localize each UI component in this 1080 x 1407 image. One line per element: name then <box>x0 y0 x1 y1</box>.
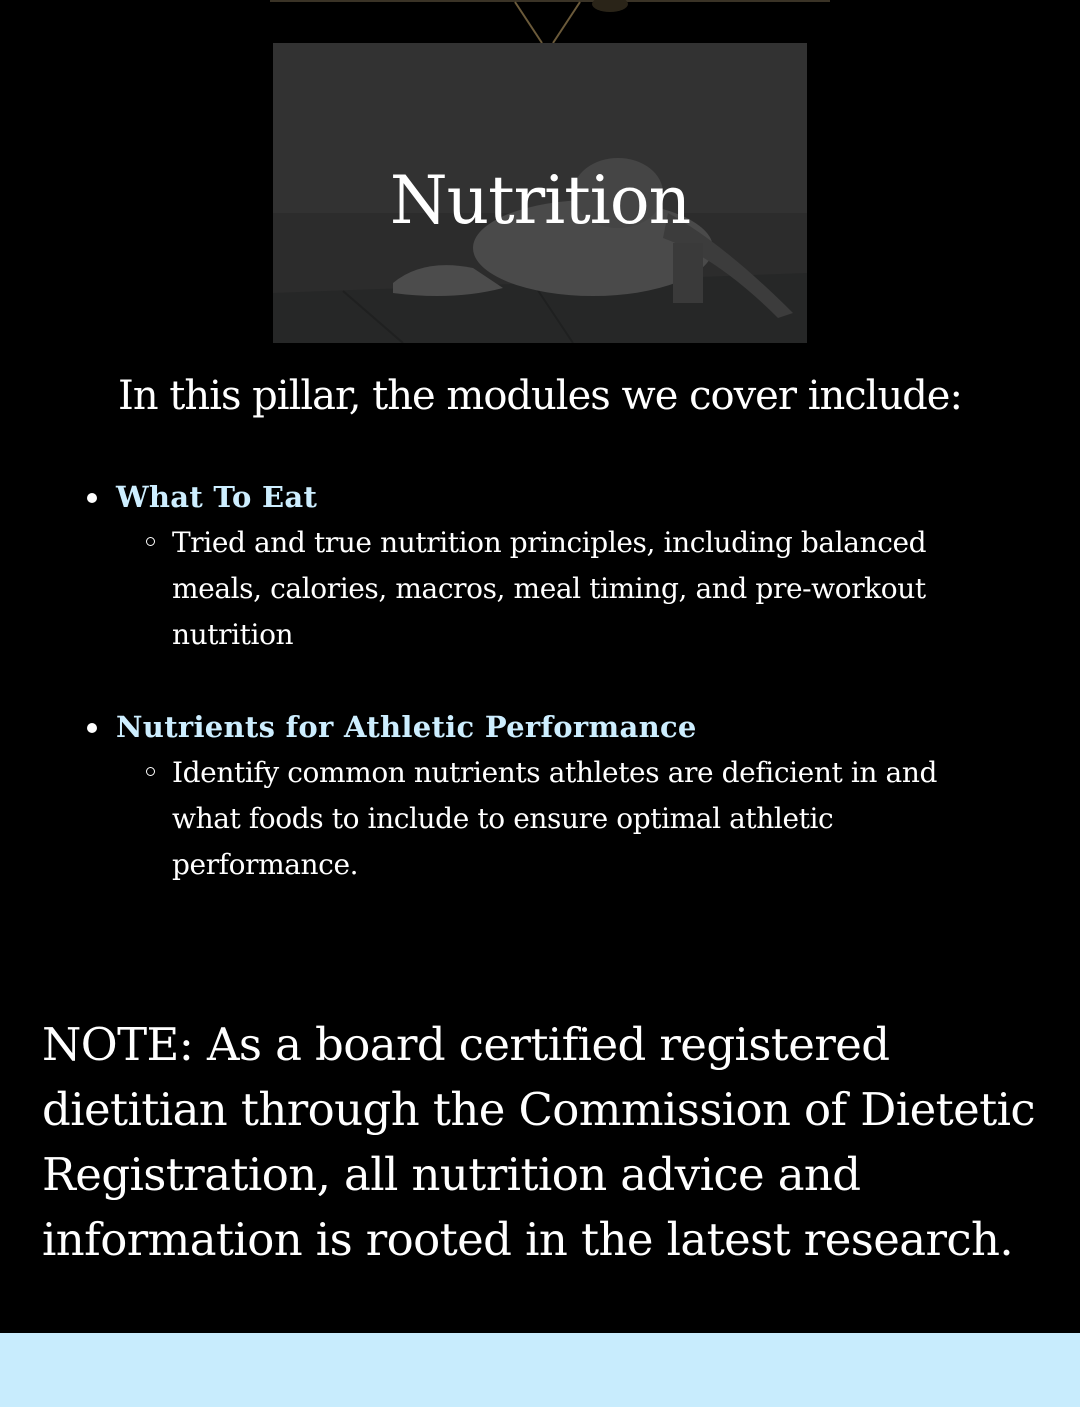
module-title: Nutrients for Athletic Performance <box>116 710 697 744</box>
module-sub-list <box>116 520 1014 658</box>
module-list <box>84 474 1014 934</box>
module-sub-list <box>116 750 1014 888</box>
module-description-item <box>172 750 1002 888</box>
module-title: What To Eat <box>116 480 318 514</box>
footer-band <box>0 1333 1080 1407</box>
credentials-note: NOTE: As a board certified registered dietitian through the Commission of Dietetic Registration, all nutrition advice and information is rooted in the latest research. <box>42 1018 1035 1266</box>
hollow-circle-bullet-icon <box>146 767 155 776</box>
top-decoration <box>270 0 830 45</box>
hero-title: Nutrition <box>389 162 691 239</box>
hero-image <box>273 43 807 343</box>
module-item-what-to-eat <box>84 474 1014 658</box>
filled-disc-bullet-icon <box>87 723 97 733</box>
filled-disc-bullet-icon <box>87 493 97 503</box>
module-item-nutrients-for-athletic-performance <box>84 704 1014 888</box>
modules-intro: In this pillar, the modules we cover include: <box>118 373 962 419</box>
hollow-circle-bullet-icon <box>146 537 155 546</box>
module-description-item <box>172 520 1002 658</box>
module-description: Tried and true nutrition principles, including balanced meals, calories, macros, meal timing, and pre-workout nutrition <box>172 526 927 651</box>
module-description: Identify common nutrients athletes are deficient in and what foods to include to ensure optimal athletic performance. <box>172 756 937 881</box>
